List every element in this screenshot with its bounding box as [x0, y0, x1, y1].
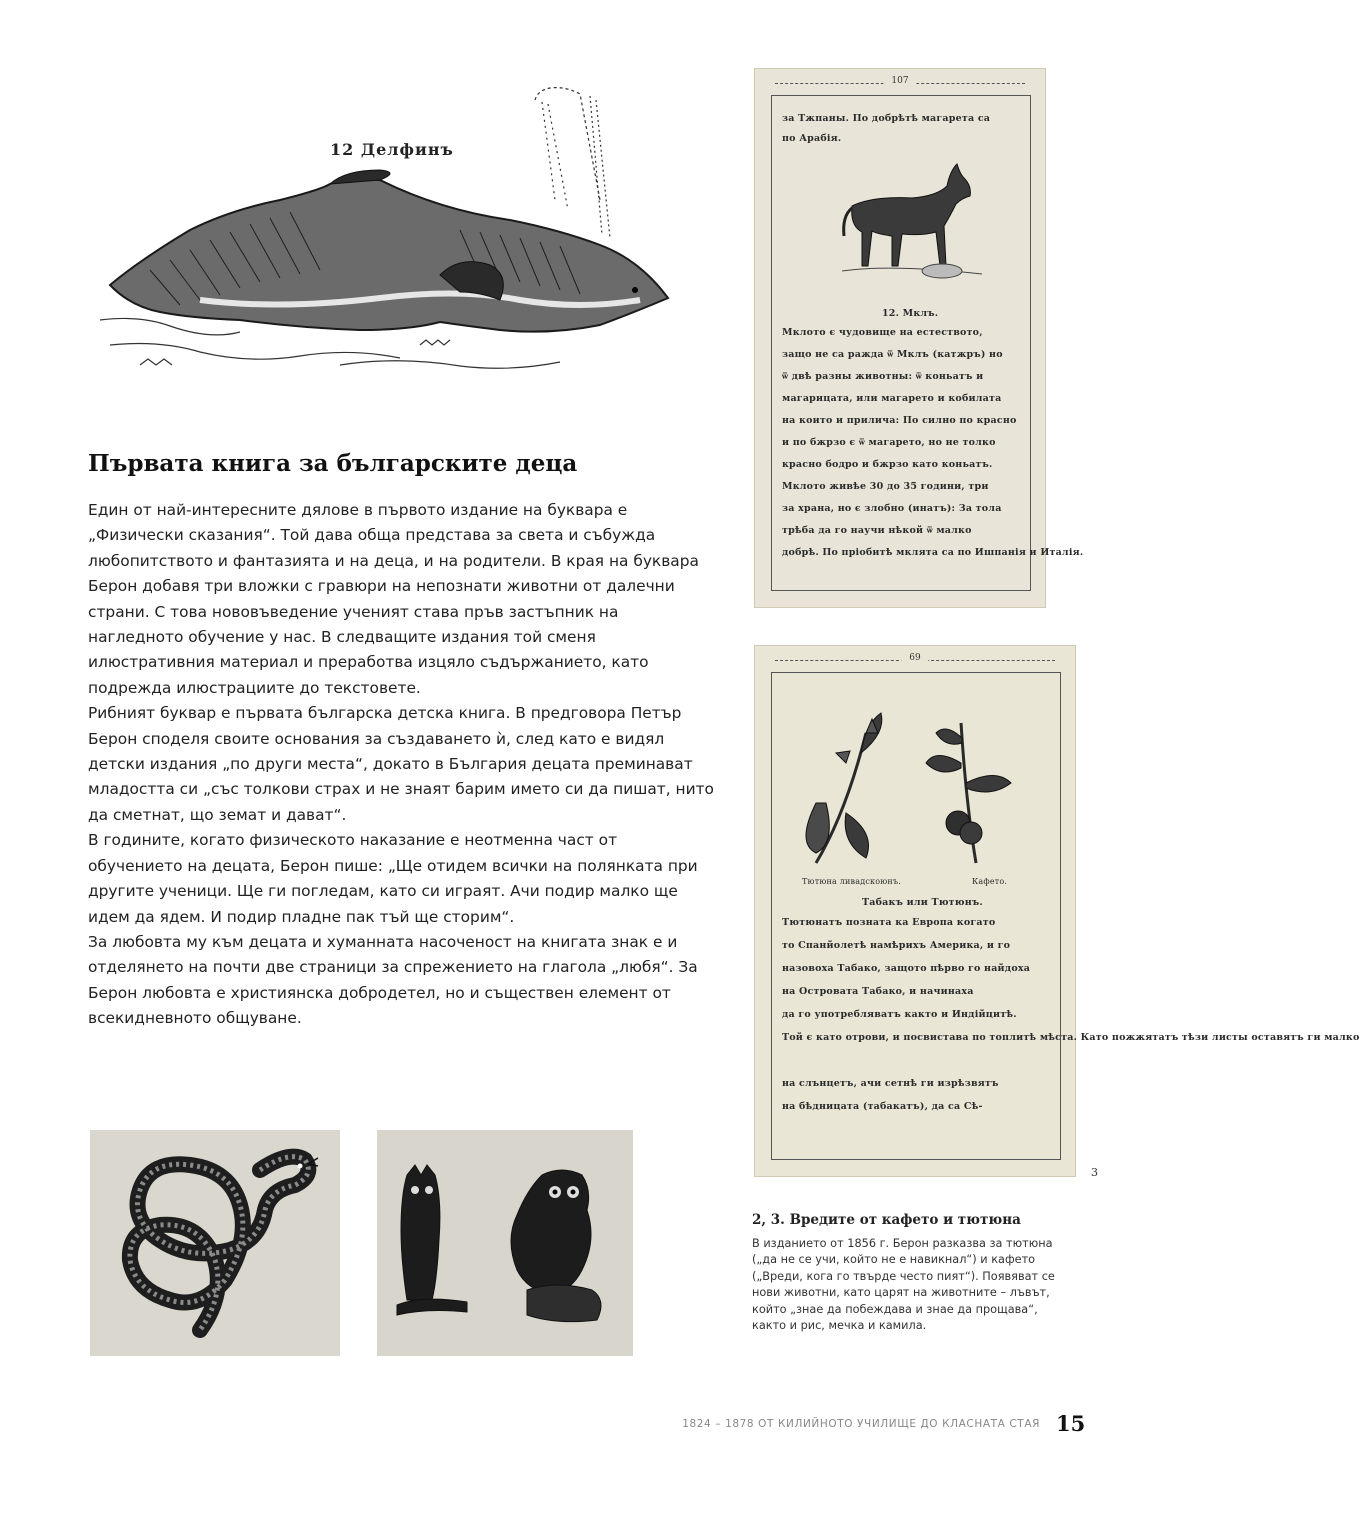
plants-illustration: [786, 693, 1046, 873]
scan-text-line: да го употребляватъ както и Индійцитѣ.: [782, 1009, 1017, 1020]
scan-text-line: назовоха Табако, защото пѣрво го найдоха: [782, 963, 1031, 974]
scan-text-line: ѿ двѣ разны животны: ѿ коньатъ и: [782, 371, 984, 382]
scan-page-number: 69: [901, 653, 928, 663]
body-paragraph: Един от най-интересните дялове в първото издание на буквара е „Физически сказания“. Той дава обща представа за света и събужда любопитството и фантазията и на деца, и на родители. В края на буквара Берон добавя три вложки с гравюри на непознати животни от далечни страни. С това нововъведение ученият става пръв застъпник на нагледното обучение у нас. В следващите издания той сменя илюстративния материал и преработва изцяло съдържанието, като подрежда илюстрациите до текстовете.: [88, 501, 699, 697]
scan-figure-label: 12. Мклъ.: [882, 308, 939, 319]
scan-text-line: на които и прилича: По силно по красно: [782, 415, 1017, 426]
caption-title: 2, 3. Вредите от кафето и тютюна: [752, 1212, 1021, 1228]
scan-page-number: 107: [883, 76, 916, 86]
scan-text-line: Мклото живѣе 30 до 35 години, три: [782, 481, 989, 492]
scan-text-line: трѣба да го научи нѣкой ѿ малко: [782, 525, 972, 536]
caption-text: В изданието от 1856 г. Берон разказва за тютюна („да не се учи, който не е навикнал“) и кафето („Вреди, кога го твърде често пият“). Появяват се нови животни, като царят на животните – лъвът, който „знае да побеждава и знае да прощава“, както и рис, мечка и камила.: [752, 1237, 1055, 1333]
body-paragraph: За любовта му към децата и хуманната насоченост на книгата знак е и отделянето на почти две страници за спрежението на глагола „любя“. За Берон любовта е християнска добродетел, но и съществен елемент от всекидневното общуване.: [88, 932, 698, 1028]
scan-text-line: за храна, но є злобно (инатъ): За тола: [782, 503, 1002, 514]
book-page-scan-mule: [754, 68, 1084, 608]
scan-text-line: на слънцетъ, ачи сетнѣ ги изрѣзвятъ: [782, 1078, 999, 1089]
article-body: [88, 498, 716, 1032]
owls-engraving: [377, 1130, 633, 1356]
body-paragraph: В годините, когато физическото наказание е неотменна част от обучението на децата, Берон пише: „Ще отидем всички на полянката при другите ученици. Ще ги погледам, като си играят. Ачи подир малко ще идем да ядем. И подир пладне пак тъй ще сторим“.: [88, 831, 698, 926]
page-frame: [771, 95, 1084, 591]
scan-text-line: добрѣ. По пріобитѣ мклята са по Ишпанія и Италія.: [782, 547, 1084, 558]
scan-text-line: то Спанйолетѣ намѣрихъ Америка, и го: [782, 940, 1011, 951]
scan-text-line: Мклото є чудовище на естеството,: [782, 327, 983, 338]
scan-header-line: за Тжпаны. По добрѣтѣ магарета са: [782, 113, 991, 124]
scan-text-line: и по бжрзо є ѿ магарето, но не толко: [782, 437, 996, 448]
book-page-scan-tobacco: [754, 645, 1360, 1177]
snake-illustration: [90, 1130, 340, 1356]
scan-header-line: по Арабія.: [782, 133, 842, 144]
figure-marker: 3: [1091, 1166, 1098, 1179]
scan-text-line: на бѣдницата (табакатъ), да са Сѣ-: [782, 1101, 983, 1112]
scan-text-line: магарицата, или магарето и кобилата: [782, 393, 1002, 404]
scan-text-line: защо не са ражда ѿ Мклъ (катжръ) но: [782, 349, 1003, 360]
dolphin-engraving: [80, 60, 680, 390]
scan-text-line: Тютюнатъ позната ка Европа когато: [782, 917, 996, 928]
scan-text-line: Той є като отрови, и посвистава по топлитѣ мѣста. Като пожжятатъ тѣзи листы оставятъ ги малко: [782, 1032, 1360, 1043]
scan-heading: Табакъ или Тютюнъ.: [862, 897, 983, 908]
scan-plant-label: Кафето.: [972, 877, 1008, 886]
page-number: 15: [1056, 1411, 1086, 1436]
scan-plant-label: Тютюна ливадскоюнъ.: [802, 877, 901, 886]
snake-engraving: [90, 1130, 340, 1356]
mule-illustration: [832, 156, 982, 296]
engraving-caption: 12 Делфинъ: [330, 140, 454, 159]
article-title: Първата книга за българските деца: [88, 450, 578, 477]
page-frame: [771, 672, 1360, 1160]
scan-text-line: на Островата Табако, и начинаха: [782, 986, 974, 997]
running-footer: 1824 – 1878 ОТ КИЛИЙНОТО УЧИЛИЩЕ ДО КЛАСНАТА СТАЯ: [682, 1418, 1040, 1430]
owls-illustration: [377, 1130, 633, 1356]
scan-text-line: красно бодро и бжрзо като коньатъ.: [782, 459, 993, 470]
dolphin-illustration: [80, 60, 680, 390]
body-paragraph: Рибният буквар е първата българска детска книга. В предговора Петър Берон споделя своите основания за създаването ѝ, след като е видял детски издания „по други места“, докато в България децата преминават младостта си „със толкови страх и не знаят барим името си да пишат, нито да сметнат, що земат и дават“.: [88, 704, 714, 824]
